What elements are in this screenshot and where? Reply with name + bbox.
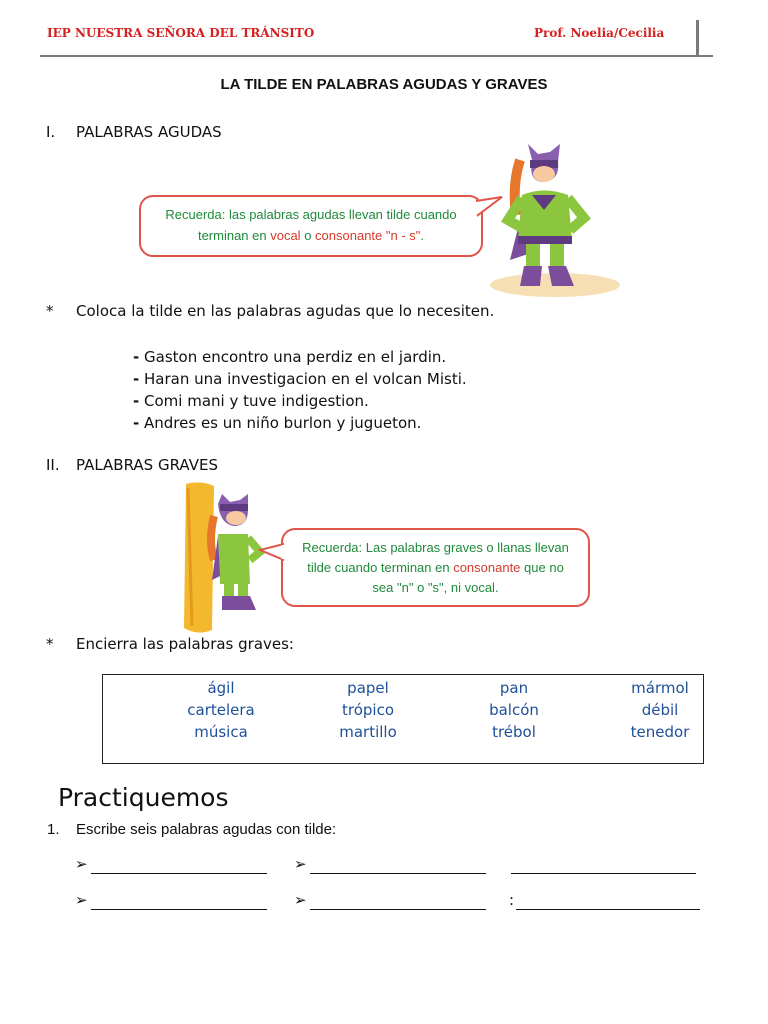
graves-instruction: Encierra las palabras graves: <box>76 635 294 653</box>
graves-instruction-bullet: * <box>46 635 54 653</box>
header-rule <box>40 55 713 57</box>
answer-line[interactable] <box>516 909 700 910</box>
arrow-bullet-icon: ➢ <box>75 855 88 873</box>
word-cell[interactable]: mármol <box>631 679 689 697</box>
list-item: - Comi mani y tuve indigestion. <box>133 392 369 410</box>
agudas-sentence-list <box>133 346 467 434</box>
agudas-reminder-line2: terminan en vocal o consonante "n - s". <box>197 228 425 243</box>
graves-reminder-line1: Recuerda: Las palabras graves o llanas llevan <box>302 540 569 555</box>
answer-line[interactable] <box>91 909 267 910</box>
section1-heading: PALABRAS AGUDAS <box>76 123 222 141</box>
word-cell[interactable]: ágil <box>207 679 235 697</box>
word-cell[interactable]: trébol <box>492 723 536 741</box>
answer-line[interactable] <box>310 873 486 874</box>
word-cell[interactable]: débil <box>641 701 679 719</box>
word-cell[interactable]: cartelera <box>187 701 255 719</box>
arrow-bullet-icon: ➢ <box>75 891 88 909</box>
school-name: IEP NUESTRA SEÑORA DEL TRÁNSITO <box>47 26 315 40</box>
agudas-instruction: Coloca la tilde en las palabras agudas que lo necesiten. <box>76 302 495 320</box>
hero-behind-wall-illustration <box>178 480 268 635</box>
header-vertical-rule <box>696 20 699 56</box>
word-cell[interactable]: trópico <box>341 701 394 719</box>
word-cell[interactable]: música <box>194 723 248 741</box>
word-cell[interactable]: pan <box>499 679 529 697</box>
superhero-girl-illustration <box>480 140 630 305</box>
list-item: - Andres es un niño burlon y jugueton. <box>133 414 422 432</box>
section2-numeral: II. <box>46 456 60 474</box>
answer-line[interactable] <box>511 873 696 874</box>
word-cell[interactable]: papel <box>347 679 389 697</box>
arrow-bullet-icon: ➢ <box>294 855 307 873</box>
word-cell[interactable]: balcón <box>489 701 539 719</box>
word-cell[interactable]: martillo <box>339 723 397 741</box>
word-cell[interactable]: tenedor <box>630 723 690 741</box>
practice-item-number: 1. <box>47 821 60 838</box>
practice-title: Practiquemos <box>58 783 229 812</box>
page-title: LA TILDE EN PALABRAS AGUDAS Y GRAVES <box>220 76 548 93</box>
list-item: - Haran una investigacion en el volcan Misti. <box>133 370 467 388</box>
colon-marker: : <box>509 891 515 909</box>
agudas-instruction-bullet: * <box>46 302 54 320</box>
graves-bubble-tail <box>258 540 284 566</box>
section1-numeral: I. <box>46 123 56 141</box>
section2-heading: PALABRAS GRAVES <box>76 456 218 474</box>
answer-line[interactable] <box>310 909 486 910</box>
graves-reminder-line2: tilde cuando terminan en consonante que no <box>307 560 564 575</box>
graves-reminder-line3: sea "n" o "s", ni vocal. <box>372 580 499 595</box>
answer-line[interactable] <box>91 873 267 874</box>
agudas-reminder-line1: Recuerda: las palabras agudas llevan tilde cuando <box>165 207 457 222</box>
practice-item-text: Escribe seis palabras agudas con tilde: <box>76 821 337 838</box>
agudas-reminder-bubble <box>139 195 483 257</box>
arrow-bullet-icon: ➢ <box>294 891 307 909</box>
graves-reminder-bubble <box>281 528 590 607</box>
teacher-name: Prof. Noelia/Cecilia <box>534 26 665 40</box>
graves-word-box <box>102 674 704 764</box>
list-item: - Gaston encontro una perdiz en el jardin. <box>133 348 447 366</box>
